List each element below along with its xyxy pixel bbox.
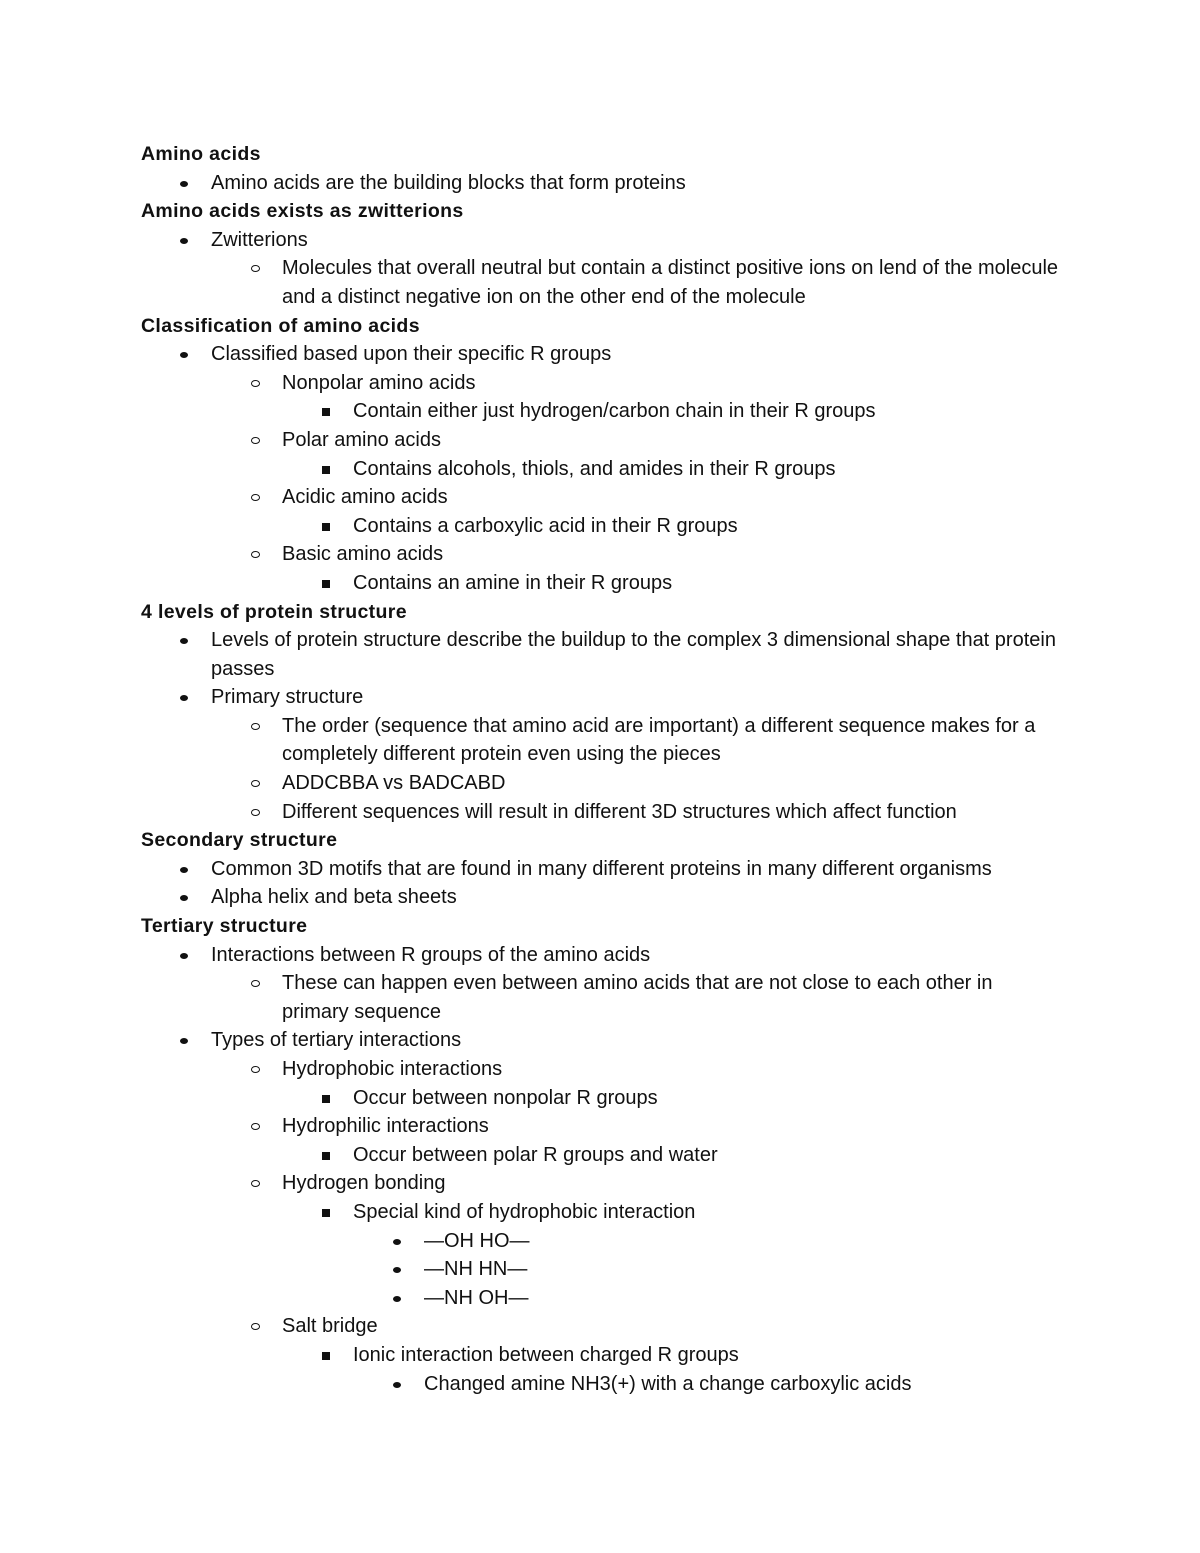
list-item-text: Contains alcohols, thiols, and amides in their R groups [353,457,836,480]
list-item-text: Acidic amino acids [282,486,448,509]
list-item-text: Basic amino acids [282,543,444,566]
bullet-square-icon [317,455,337,484]
bullet-circle-icon [246,969,266,998]
list-item-text: Primary structure [211,686,364,709]
list-item-text: Contains an amine in their R groups [353,571,673,594]
list-item-text: Changed amine NH3(+) with a change carboxylic acids [424,1372,912,1395]
bullet-dot-icon [175,683,195,712]
list-item [141,512,1061,541]
list-item [141,769,1061,798]
list-item-text: Salt bridge [282,1315,378,1338]
list-item [141,941,1061,970]
list-item [141,626,1061,683]
list-item [141,798,1061,827]
bullet-square-icon [317,569,337,598]
section-heading: Secondary structure [141,829,338,852]
list-item-text: Interactions between R groups of the amino acids [211,943,651,966]
list-item [141,1112,1061,1141]
bullet-circle-icon [246,1312,266,1341]
list-item [141,683,1061,712]
list-item [141,455,1061,484]
bullet-circle-icon [246,1055,266,1084]
section-heading: Amino acids [141,143,261,165]
list-item-text: —OH HO— [424,1229,530,1252]
list-item [141,1255,1061,1284]
list-item [141,569,1061,598]
list-item-text: The order (sequence that amino acid are important) a different sequence makes for a completely different protein even using the pieces [282,714,1036,766]
bullet-circle-icon [246,1112,266,1141]
section-heading: 4 levels of protein structure [141,600,407,623]
bullet-dot-icon [175,1026,195,1055]
list-item [141,1141,1061,1170]
list-item-text: Levels of protein structure describe the buildup to the complex 3 dimensional shape that protein passes [211,629,1056,680]
list-item-text: Amino acids are the building blocks that form proteins [211,171,686,194]
bullet-dot-icon [175,883,195,912]
list-item-text: —NH HN— [424,1258,528,1281]
list-item-text: ADDCBBA vs BADCABD [282,772,506,795]
list-item-text: Contain either just hydrogen/carbon chain in their R groups [353,400,876,423]
list-item [141,369,1061,398]
section-heading: Classification of amino acids [141,314,420,337]
list-item [141,254,1061,311]
bullet-circle-icon [246,426,266,455]
list-item [141,1227,1061,1256]
bullet-dot-icon [175,340,195,369]
bullet-dot-icon [388,1227,408,1256]
bullet-circle-icon [246,254,266,283]
list-item-text: Ionic interaction between charged R groups [353,1343,739,1366]
list-item [141,883,1061,912]
bullet-dot-icon [388,1284,408,1313]
list-item [141,1026,1061,1055]
list-item [141,969,1061,1026]
bullet-circle-icon [246,1169,266,1198]
list-item-text: Special kind of hydrophobic interaction [353,1200,696,1223]
list-item [141,1284,1061,1313]
list-item-text: Polar amino acids [282,428,441,451]
list-item [141,1198,1061,1227]
document-page [141,140,1061,1398]
list-item [141,397,1061,426]
list-item [141,1055,1061,1084]
list-item-text: Hydrophobic interactions [282,1058,503,1080]
list-item-text: Hydrophilic interactions [282,1115,489,1138]
list-item [141,1084,1061,1113]
list-item-text: Common 3D motifs that are found in many different proteins in many different organisms [211,857,992,880]
bullet-dot-icon [175,226,195,255]
bullet-circle-icon [246,369,266,398]
list-item [141,1370,1061,1399]
list-item-text: —NH OH— [424,1286,529,1309]
list-item-text: Nonpolar amino acids [282,371,476,394]
list-item-text: Hydrogen bonding [282,1172,446,1195]
list-item [141,540,1061,569]
bullet-square-icon [317,1341,337,1370]
list-item [141,855,1061,884]
section-heading: Amino acids exists as zwitterions [141,200,464,223]
bullet-square-icon [317,1084,337,1113]
list-item-text: Zwitterions [211,228,308,251]
bullet-dot-icon [388,1370,408,1399]
bullet-square-icon [317,1198,337,1227]
list-item-text: Alpha helix and beta sheets [211,886,457,909]
list-item-text: Molecules that overall neutral but contain a distinct positive ions on lend of the molecule and a distinct negative ion on the other end of the molecule [282,257,1059,308]
list-item [141,1312,1061,1341]
bullet-circle-icon [246,540,266,569]
bullet-circle-icon [246,712,266,741]
list-item-text: Classified based upon their specific R groups [211,343,612,366]
bullet-square-icon [317,397,337,426]
list-item [141,483,1061,512]
bullet-dot-icon [388,1255,408,1284]
list-item-text: Types of tertiary interactions [211,1029,462,1052]
bullet-dot-icon [175,941,195,970]
bullet-circle-icon [246,769,266,798]
bullet-dot-icon [175,855,195,884]
bullet-circle-icon [246,483,266,512]
list-item-text: Different sequences will result in different 3D structures which affect function [282,800,957,823]
list-item-text: Occur between nonpolar R groups [353,1086,658,1109]
list-item-text: Contains a carboxylic acid in their R groups [353,514,738,537]
section-heading: Tertiary structure [141,915,308,938]
list-item [141,226,1061,255]
bullet-square-icon [317,1141,337,1170]
list-item [141,340,1061,369]
bullet-dot-icon [175,169,195,198]
list-item-text: Occur between polar R groups and water [353,1143,718,1166]
bullet-square-icon [317,512,337,541]
list-item [141,169,1061,198]
bullet-dot-icon [175,626,195,655]
list-item-text: These can happen even between amino acids that are not close to each other in primary sequence [282,972,993,1023]
list-item [141,1169,1061,1198]
list-item [141,1341,1061,1370]
bullet-circle-icon [246,798,266,827]
list-item [141,712,1061,769]
list-item [141,426,1061,455]
